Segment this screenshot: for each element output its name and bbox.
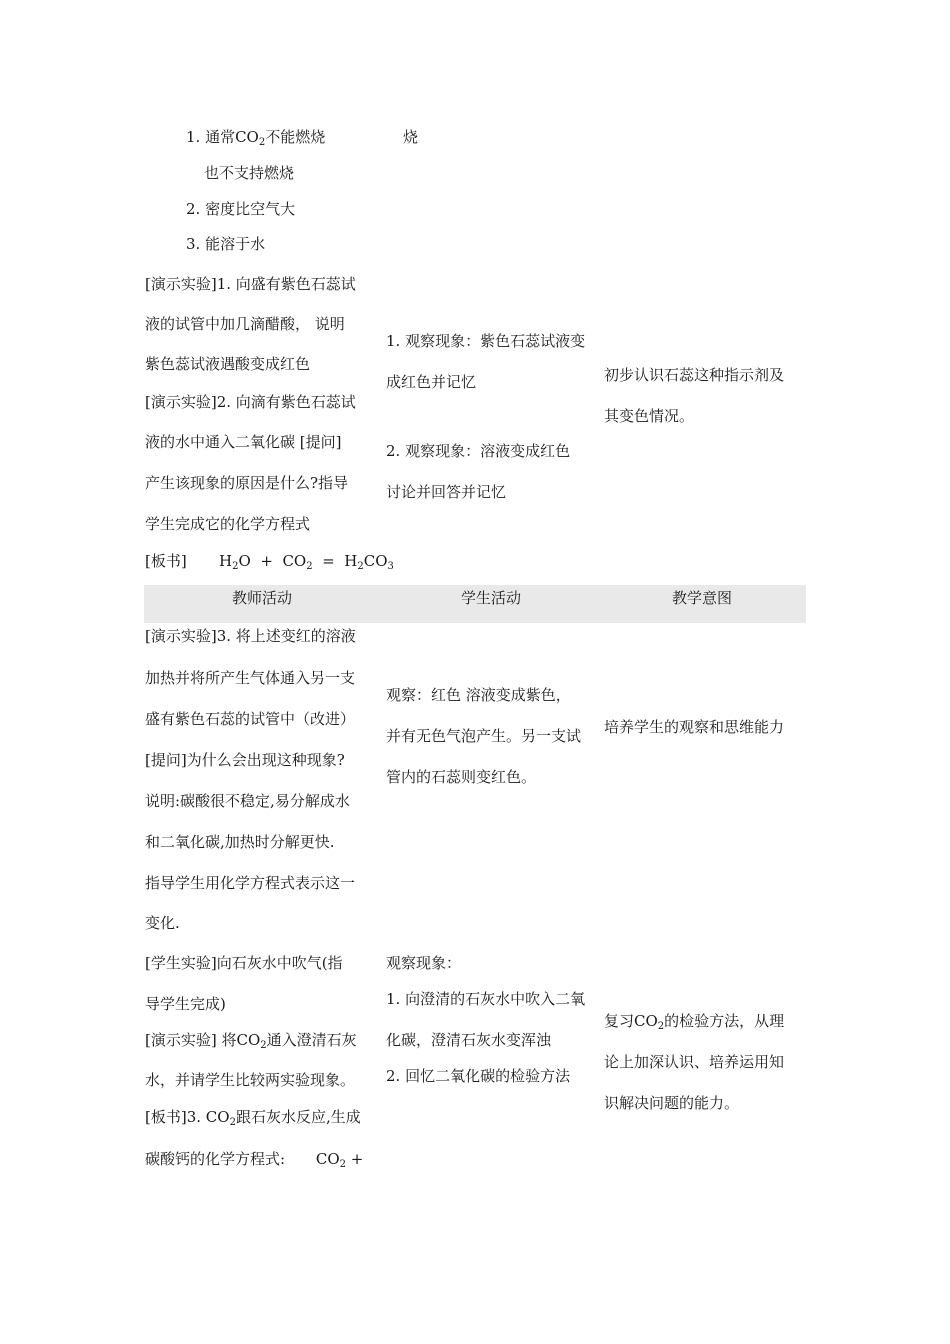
student-line: 2. 观察现象：溶液变成红色	[386, 442, 571, 460]
student-line: 2. 回忆二氧化碳的检验方法	[386, 1067, 571, 1085]
teacher-line: 学生完成它的化学方程式	[145, 515, 311, 533]
teacher-line: 变化.	[145, 914, 180, 932]
intent-line: 识解决问题的能力。	[604, 1094, 740, 1112]
intent-line: 复习$CO_2$的检验方法，从理	[604, 1012, 785, 1032]
teacher-line: 盛有紫色石蕊的试管中（改进）	[145, 710, 356, 728]
teacher-line: 指导学生用化学方程式表示这一	[145, 874, 356, 892]
header-teacher-activity: 教师活动	[232, 589, 293, 607]
student-column-fragment: 烧	[403, 128, 419, 146]
student-line: 管内的石蕊则变红色。	[386, 768, 537, 786]
student-line: 观察：红色 溶液变成紫色，	[386, 686, 571, 704]
student-line: 并有无色气泡产生。另一支试	[386, 727, 582, 745]
student-line: 1. 向澄清的石灰水中吹入二氧	[386, 990, 586, 1008]
property-item-2: 2. 密度比空气大	[186, 200, 296, 218]
student-line: 讨论并回答并记忆	[386, 483, 507, 501]
teacher-line: [提问]为什么会出现这种现象?	[145, 751, 345, 769]
teacher-line: [演示实验]1. 向盛有紫色石蕊试	[145, 275, 356, 293]
intent-line: 其变色情况。	[604, 407, 695, 425]
teacher-line: 和二氧化碳,加热时分解更快.	[145, 833, 335, 851]
header-student-activity: 学生活动	[461, 589, 522, 607]
teacher-line: [板书]3. $CO_2$跟石灰水反应,生成	[145, 1108, 361, 1128]
teacher-line: 说明:碳酸很不稳定,易分解成水	[145, 792, 350, 810]
property-item-1-continued: 也不支持燃烧	[204, 164, 295, 182]
teacher-line: [演示实验]2. 向滴有紫色石蕊试	[145, 393, 356, 411]
teacher-line: 液的水中通入二氧化碳 [提问]	[145, 433, 342, 451]
teacher-line: 碳酸钙的化学方程式: $CO_2$ +	[145, 1150, 364, 1170]
teacher-line: 加热并将所产生气体通入另一支	[145, 669, 356, 687]
teacher-line: 产生该现象的原因是什么?指导	[145, 474, 349, 492]
intent-line: 初步认识石蕊这种指示剂及	[604, 366, 785, 384]
teacher-line: 紫色蕊试液遇酸变成红色	[145, 355, 311, 373]
teacher-line: 导学生完成)	[145, 995, 226, 1013]
student-line: 观察现象：	[386, 954, 462, 972]
student-line: 成红色并记忆	[386, 373, 477, 391]
demo3-teaching-intent: 培养学生的观察和思维能力	[604, 718, 785, 736]
teacher-line: [演示实验]3. 将上述变红的溶液	[145, 627, 356, 645]
intent-line: 论上加深认识、培养运用知	[604, 1053, 785, 1071]
teacher-line: 液的试管中加几滴醋酸， 说明	[145, 315, 345, 333]
student-line: 1. 观察现象：紫色石蕊试液变	[386, 332, 586, 350]
board-writing-label: [板书]	[145, 552, 187, 570]
chemical-equation: $H_2O + CO_2 = H_2CO_3$	[219, 552, 394, 572]
teacher-line: [学生实验]向石灰水中吹气(指	[145, 954, 343, 972]
property-item-3: 3. 能溶于水	[186, 235, 266, 253]
teacher-line: 水，并请学生比较两实验现象。	[145, 1071, 356, 1089]
teacher-line: [演示实验] 将$CO_2$通入澄清石灰	[145, 1031, 357, 1051]
header-teaching-intent: 教学意图	[672, 589, 733, 607]
student-line: 化碳，澄清石灰水变浑浊	[386, 1031, 552, 1049]
property-item-1: 1. 通常$CO_2$不能燃烧	[186, 128, 326, 148]
